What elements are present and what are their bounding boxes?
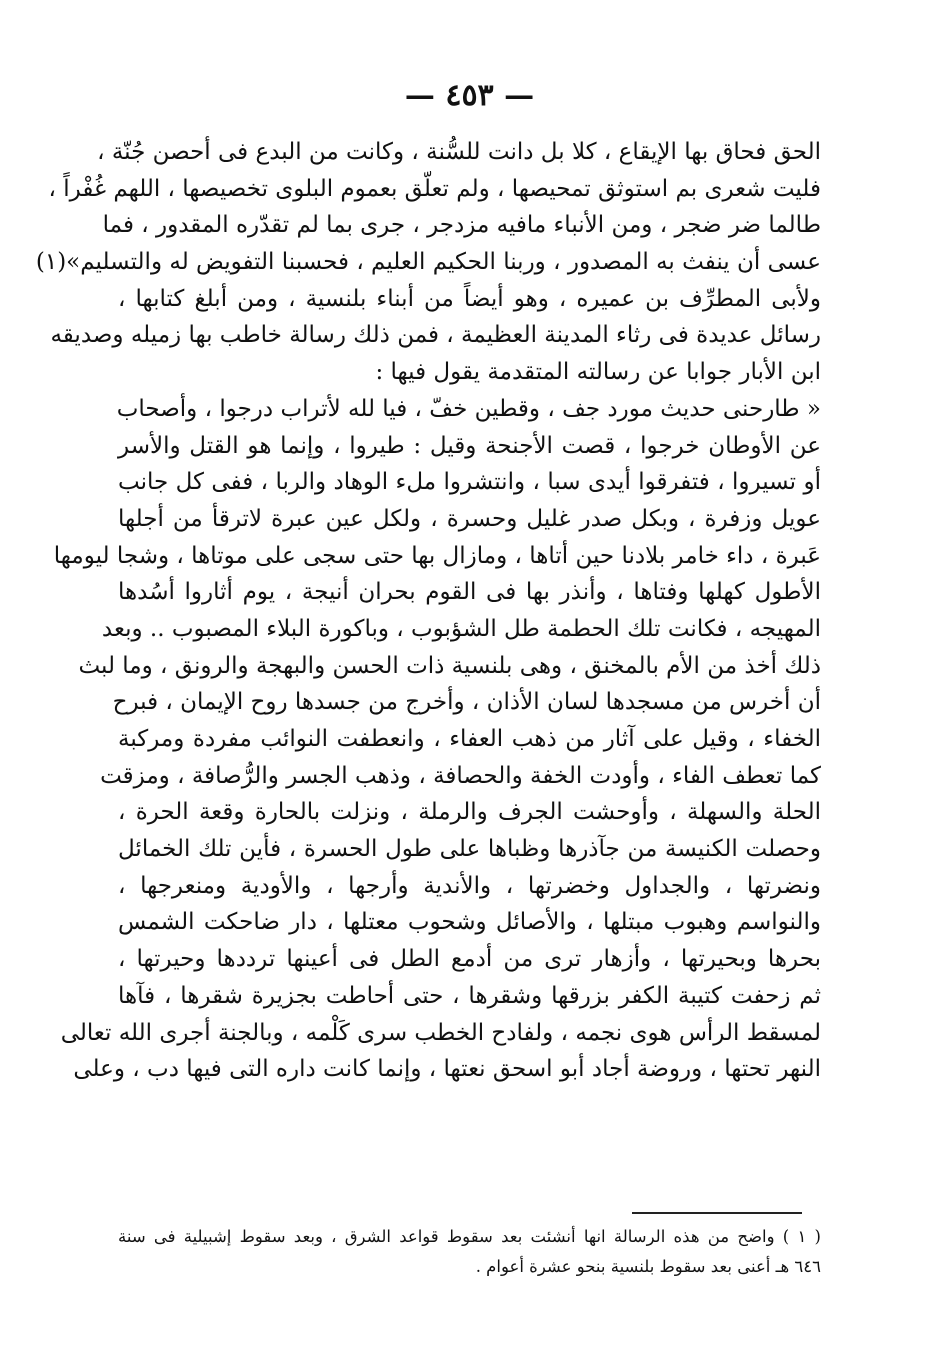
footnote-line: ( ١ ) واضح من هذه الرسالة انها أنشئت بعد سقوط قواعد الشرق ، وبعد سقوط إشبيلية فى سنة: [118, 1227, 821, 1246]
text-line: الخفاء ، وقيل على آثار من ذهب العفاء ، وانعطفت النوائب مفردة ومركبة: [118, 726, 821, 752]
text-line: عَبرة ، داء خامر بلادنا حين أتاها ، ومازال بها حتى سجى على موتاها ، وشجا ليومها: [53, 542, 821, 569]
text-line: المهيجه ، فكانت تلك الحطمة طل الشؤبوب ، وباكورة البلاء المصبوب .. وبعد: [101, 615, 821, 642]
text-line: طالما ضر ضجر ، ومن الأنباء مافيه مزدجر ، جرى بما لم تقدّره المقدور ، فما: [102, 212, 821, 239]
text-line: ثم زحفت كتيبة الكفر بزرقها وشقرها ، حتى أحاطت بجزيرة شقرها ، فآها: [118, 982, 821, 1009]
text-line: ابن الأبار جوابا عن رسالته المتقدمة يقول فيها :: [375, 359, 821, 386]
text-line: الأطول كهلها وفتاها ، وأنذر بها فى القوم بحران أنيجة ، يوم أثاروا أسُدها: [118, 579, 821, 606]
paragraph: [53, 391, 821, 1088]
text-line: الحلة والسهلة ، وأوحشت الجرف والرملة ، ونزلت بالحارة وقعة الحرة ،: [118, 799, 821, 826]
text-line: الحق فحاق بها الإيقاع ، كلا بل دانت للسُّنة ، وكانت من البدع فى أحصن جُنّة ،: [97, 139, 821, 165]
text-line: والنواسم وهبوب مبتلها ، والأصائل وشحوب معتلها ، دار ضاحكت الشمس: [118, 909, 821, 936]
footnote: [118, 1222, 821, 1282]
text-line: عويل وزفرة ، وبكل صدر غليل وحسرة ، ولكل عين عبرة لاترقأ من أجلها: [118, 505, 821, 532]
paragraph: [35, 134, 821, 281]
text-line: ولأبى المطرِّف بن عميره ، وهو أيضاً من أبناء بلنسية ، ومن أبلغ كتابها ،: [118, 285, 821, 312]
page-number: — ٤٥٣ —: [404, 78, 535, 113]
footnote-line: ٦٤٦ هـ أعنى بعد سقوط بلنسية بنحو عشرة أعوام .: [475, 1257, 821, 1276]
footnote-divider: [632, 1212, 802, 1214]
text-line: عن الأوطان خرجوا ، قصت الأجنحة وقيل : طيروا ، وإنما هو القتل والأسر: [118, 432, 821, 459]
text-line: فليت شعرى بم استوثق تمحيصها ، ولم تعلّق بعموم البلوى تخصيصها ، اللهم غُفْراً ،: [48, 175, 821, 202]
text-line: كما تعطف الفاء ، وأودت الخفة والحصافة ، وذهب الجسر والرُّصافة ، ومزقت: [100, 762, 821, 789]
paragraph: [50, 281, 821, 391]
text-line: النهر تحتها ، وروضة أجاد أبو اسحق نعتها ، وإنما كانت داره التى فيها دب ، وعلى: [73, 1056, 821, 1083]
text-line: بحرها وبحيرتها ، وأزهار ترى من أدمع الطل فى أعينها ترددها وحيرتها ،: [118, 946, 821, 973]
text-line: ونضرتها ، والجداول وخضرتها ، والأندية وأرجها ، والأودية ومنعرجها ،: [118, 872, 821, 899]
text-line: وحصلت الكنيسة من جآذرها وظباها على طول الحسرة ، فأين تلك الخمائل: [118, 836, 821, 863]
text-line: ذلك أخذ من الأم بالمخنق ، وهى بلنسية ذات الحسن والبهجة والرونق ، وما لبث: [78, 652, 821, 679]
text-line: أن أخرس من مسجدها لسان الأذان ، وأخرج من جسدها روح الإيمان ، فبرح: [112, 689, 821, 716]
text-line: لمسقط الرأس هوى نجمه ، ولفادح الخطب سرى كَلْمه ، وبالجنة أجرى الله تعالى: [60, 1019, 821, 1046]
text-line: أو تسيروا ، فتفرقوا أيدى سبا ، وانتشروا ملء الوهاد والربا ، ففى كل جانب: [118, 469, 821, 496]
text-line: رسائل عديدة فى رثاء المدينة العظيمة ، فمن ذلك رسالة خاطب بها زميله وصديقه: [50, 322, 821, 349]
text-line: « طارحنى حديث مورد جف ، وقطين خفّ ، فيا لله لأتراب درجوا ، وأصحاب: [116, 395, 821, 422]
main-text: [35, 134, 821, 1088]
text-line: عسى أن ينفث به المصدور ، وربنا الحكيم العليم ، فحسبنا التفويض له والتسليم»(١): [35, 249, 821, 276]
